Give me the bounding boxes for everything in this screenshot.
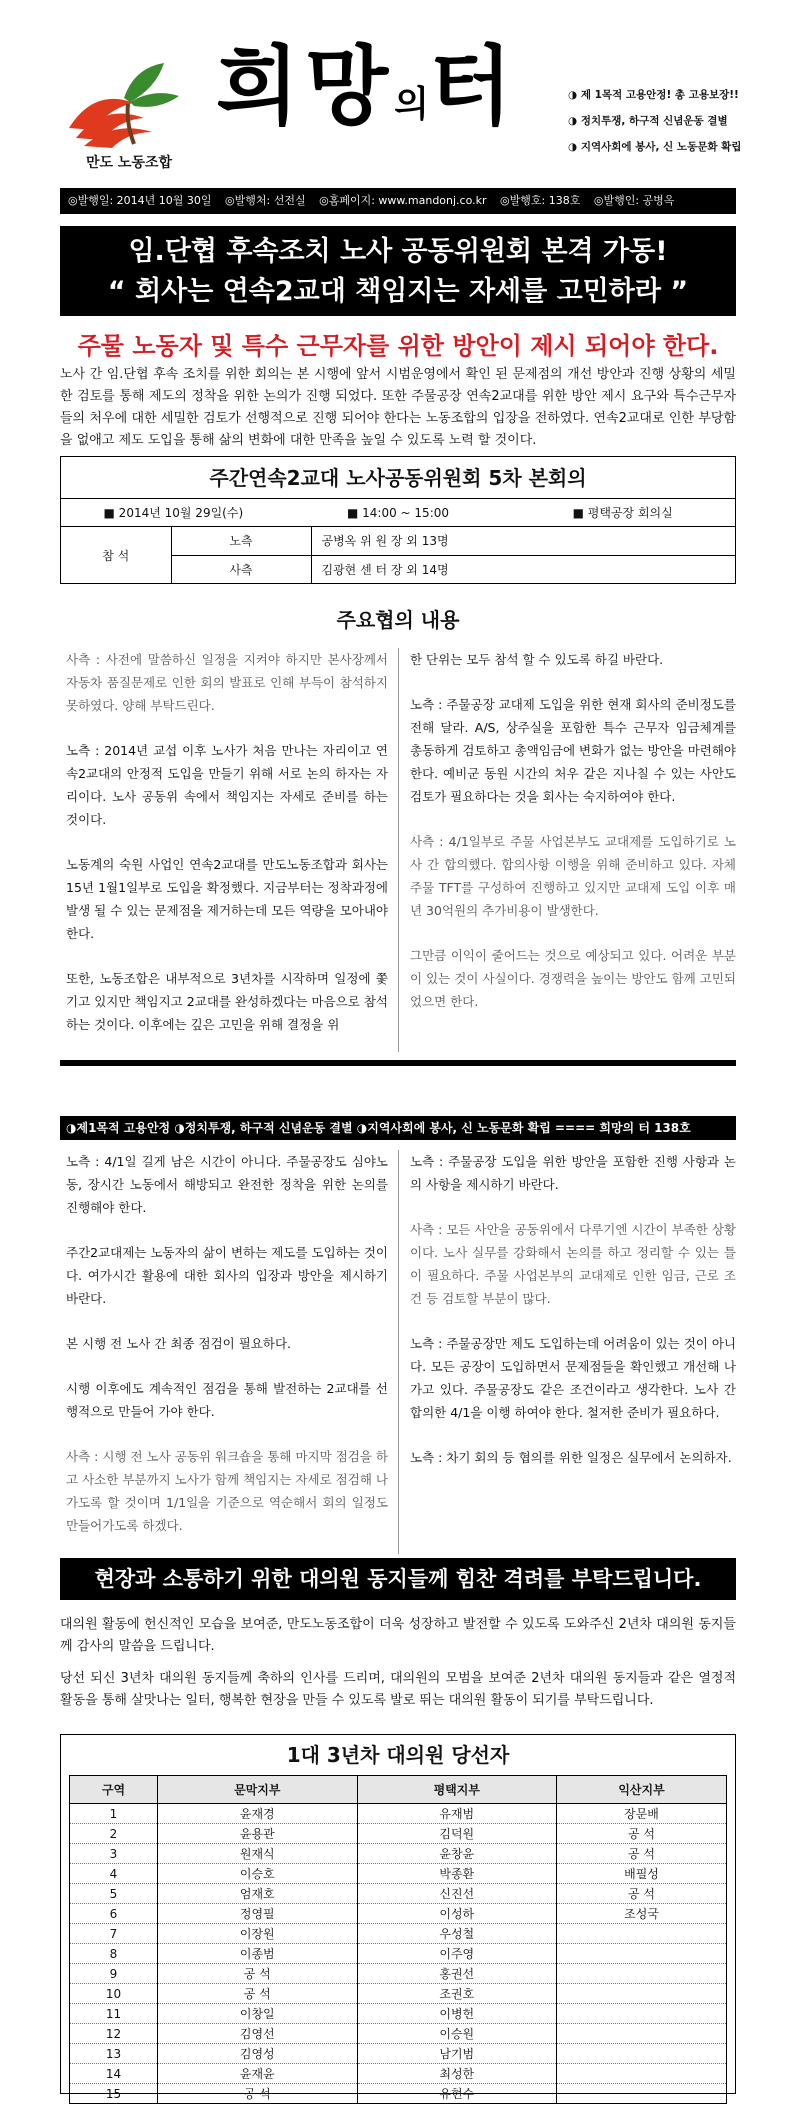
meeting-info-table bbox=[60, 456, 736, 584]
table-row bbox=[70, 2004, 727, 2024]
discussion-paragraph: 사측 : 4/1일부로 주물 사업본부도 교대제를 도입하기로 노사 간 합의했다. 합의사항 이행을 위해 준비하고 있다. 자체 주물 TFT를 구성하여 진행하고 있지만 교대제 도입 이후 매년 30억원의 추가비용이 발생한다. bbox=[410, 834, 736, 918]
union-logo bbox=[64, 58, 184, 148]
table-cell: 2 bbox=[70, 1824, 158, 1844]
table-row bbox=[70, 1804, 727, 1824]
table-row bbox=[70, 1864, 727, 1884]
newsletter-title bbox=[216, 36, 519, 137]
table-cell: 14 bbox=[70, 2064, 158, 2084]
discussion-paragraph: 또한, 노동조합은 내부적으로 3년차를 시작하며 일정에 쫓기고 있지만 책임지고 2교대를 완성하겠다는 마음으로 참석하는 것이다. 이후에는 깊은 고민을 위해 결정을 위 bbox=[66, 971, 388, 1032]
table-cell: 우성철 bbox=[357, 1924, 557, 1944]
meeting-place: ■ 평택공장 회의실 bbox=[572, 506, 673, 520]
table-cell: 1 bbox=[70, 1804, 158, 1824]
table-cell: 이창일 bbox=[158, 2004, 358, 2024]
discussion-paragraph: 사측 : 사전에 말씀하신 일정을 지켜야 하지만 본사장께서 자동차 품질문제로 인한 회의 발표로 인해 부득이 참석하지 못하였다. 양해 부탁드린다. bbox=[66, 652, 388, 713]
table-cell: 장문배 bbox=[557, 1804, 727, 1824]
column-header-iksan: 익산지부 bbox=[557, 1776, 727, 1804]
column-header-zone: 구역 bbox=[70, 1776, 158, 1804]
management-attendees: 김광현 센 터 장 외 14명 bbox=[311, 555, 735, 583]
table-cell: 남기범 bbox=[357, 2044, 557, 2064]
table-cell bbox=[557, 1924, 727, 1944]
table-cell: 5 bbox=[70, 1884, 158, 1904]
table-cell: 공 석 bbox=[158, 2084, 358, 2104]
publication-info-bar bbox=[60, 188, 736, 214]
table-cell: 10 bbox=[70, 1984, 158, 2004]
table-cell: 9 bbox=[70, 1964, 158, 1984]
column-header-munmak: 문막지부 bbox=[158, 1776, 358, 1804]
table-cell: 박종환 bbox=[357, 1864, 557, 1884]
table-cell: 이주영 bbox=[357, 1944, 557, 1964]
table-cell: 윤재윤 bbox=[158, 2064, 358, 2084]
table-cell: 윤재경 bbox=[158, 1804, 358, 1824]
table-row bbox=[70, 1884, 727, 1904]
congrats-paragraph-2: 당선 되신 3년차 대의원 동지들께 축하의 인사를 드리며, 대의원의 모범을 보여준 2년차 대의원 동지들과 같은 열정적 활동을 통해 살맛나는 일터, 행복한 현장을 만들 수 있도록 발로 뛰는 대의원 활동이 되기를 부탁드립니다. bbox=[60, 1671, 736, 1708]
discussion-paragraph: 한 단위는 모두 참석 할 수 있도록 하길 바란다. bbox=[410, 652, 664, 667]
table-cell: 윤용관 bbox=[158, 1824, 358, 1844]
labor-attendees: 공병옥 위 원 장 외 13명 bbox=[321, 534, 449, 549]
table-cell: 이성하 bbox=[357, 1904, 557, 1924]
slogan-item: ◑ 정치투쟁, 하구적 신념운동 결별 bbox=[568, 108, 778, 134]
headline-line-1: 임.단협 후속조치 노사 공동위원회 본격 가동! bbox=[128, 236, 668, 267]
publisher-name: ◎발행인: 공병옥 bbox=[593, 194, 675, 207]
management-label: 사측 bbox=[171, 555, 311, 583]
table-cell: 배필성 bbox=[557, 1864, 727, 1884]
discussion-column-right-2 bbox=[410, 1150, 736, 1491]
slogan-list bbox=[568, 82, 778, 160]
attendance-label: 참 석 bbox=[61, 527, 171, 583]
table-cell: 공 석 bbox=[557, 1884, 727, 1904]
table-cell: 원재식 bbox=[158, 1844, 358, 1864]
congrats-paragraph-1: 대의원 활동에 헌신적인 모습을 보여준, 만도노동조합이 더욱 성장하고 발전할 수 있도록 도와주신 2년차 대의원 동지들께 감사의 말씀을 드립니다. bbox=[60, 1617, 736, 1654]
homepage-link[interactable]: ◎홈페이지: www.mandonj.co.kr bbox=[319, 194, 487, 207]
table-cell: 유재범 bbox=[357, 1804, 557, 1824]
discussion-paragraph: 사측 : 시행 전 노사 공동위 워크숍을 통해 마지막 점검을 하고 사소한 부분까지 노사가 함께 책임지는 자세로 점검해 나가도록 할 것이며 1/1일을 기준으로 역순해서 회의 일정도 만들어가도록 하겠다. bbox=[66, 1449, 388, 1533]
table-cell bbox=[557, 2024, 727, 2044]
discussion-column-left bbox=[66, 648, 388, 1058]
discussion-paragraph: 노측 : 주물공장 도입을 위한 방안을 포함한 진행 사항과 논의 사항을 제시하기 바란다. bbox=[410, 1154, 736, 1192]
discussion-paragraph: 노측 : 차기 회의 등 협의를 위한 일정은 실무에서 논의하자. bbox=[410, 1450, 732, 1465]
discussion-paragraph: 그만큼 이익이 줄어드는 것으로 예상되고 있다. 어려운 부분이 있는 것이 사실이다. 경쟁력을 높이는 방안도 함께 고민되었으면 한다. bbox=[410, 948, 736, 1009]
table-cell: 이병헌 bbox=[357, 2004, 557, 2024]
table-cell: 공 석 bbox=[158, 1964, 358, 1984]
table-cell: 공 석 bbox=[557, 1824, 727, 1844]
meeting-schedule bbox=[61, 499, 735, 527]
title-part-1: 희망 bbox=[216, 36, 395, 137]
discussion-paragraph: 노측 : 4/1일 길게 남은 시간이 아니다. 주물공장도 심야노동, 장시간 노동에서 해방되고 완전한 정착을 위한 논의를 진행해야 한다. bbox=[66, 1154, 388, 1215]
attendance-table bbox=[61, 527, 735, 583]
discussion-paragraph: 시행 이후에도 계속적인 점검을 통해 발전하는 2교대를 선행적으로 만들어 가야 한다. bbox=[66, 1381, 388, 1419]
discussion-paragraph: 주간2교대제는 노동자의 삶이 변하는 제도를 도입하는 것이다. 여가시간 활용에 대한 회사의 입장과 방안을 제시하기 바란다. bbox=[66, 1245, 388, 1306]
table-row bbox=[70, 2064, 727, 2084]
intro-paragraph: 노사 간 임.단협 후속 조치를 위한 회의는 본 시행에 앞서 시범운영에서 확인 된 문제점의 개선 방안과 진행 상황의 세밀한 검토를 통해 제도의 정착을 위한 논의가 진행 되었다. 또한 주물공장 연속2교대를 위한 방안 제시 요구와 특수근무자들의 처우에 대한 세밀한 검토가 선행적으로 진행 되어야 한다는 노동조합의 입장을 전하였다. 연속2교대로 인한 부당함을 없애고 제도 도입을 통해 삶의 변화에 대한 만족을 높일 수 있도록 노력 할 것이다. bbox=[60, 367, 736, 448]
table-cell: 13 bbox=[70, 2044, 158, 2064]
table-cell: 4 bbox=[70, 1864, 158, 1884]
table-cell: 8 bbox=[70, 1944, 158, 1964]
table-cell bbox=[557, 1964, 727, 1984]
table-row bbox=[70, 1924, 727, 1944]
discussion-column-left-2 bbox=[66, 1150, 388, 1559]
table-cell: 윤창윤 bbox=[357, 1844, 557, 1864]
table-cell bbox=[557, 1944, 727, 1964]
table-cell: 이장원 bbox=[158, 1924, 358, 1944]
table-cell: 김덕원 bbox=[357, 1824, 557, 1844]
table-row bbox=[70, 1984, 727, 2004]
page-runner-header: ◑제1목적 고용안정 ◑정치투쟁, 하구적 신념운동 결별 ◑지역사회에 봉사, 신 노동문화 확립 ==== 희망의 터 138호 bbox=[60, 1116, 736, 1140]
labor-label: 노측 bbox=[171, 527, 311, 555]
table-cell bbox=[557, 1984, 727, 2004]
table-cell: 홍권선 bbox=[357, 1964, 557, 1984]
table-cell: 정영필 bbox=[158, 1904, 358, 1924]
table-cell: 11 bbox=[70, 2004, 158, 2024]
slogan-item: ◑ 제 1목적 고용안정! 총 고용보장!! bbox=[568, 82, 778, 108]
meeting-title: 주간연속2교대 노사공동위원회 5차 본회의 bbox=[61, 457, 735, 499]
table-cell: 15 bbox=[70, 2084, 158, 2104]
table-cell: 7 bbox=[70, 1924, 158, 1944]
table-cell bbox=[557, 2044, 727, 2064]
slogan-item: ◑ 지역사회에 봉사, 신 노동문화 확립 bbox=[568, 134, 778, 160]
table-row bbox=[70, 1824, 727, 1844]
delegates-banner: 현장과 소통하기 위한 대의원 동지들께 힘찬 격려를 부탁드립니다. bbox=[60, 1558, 736, 1600]
table-cell bbox=[557, 2064, 727, 2084]
table-header-row bbox=[70, 1776, 727, 1804]
title-particle: 의 bbox=[394, 83, 429, 125]
discussion-paragraph: 노측 : 주물공장만 제도 도입하는데 어려움이 있는 것이 아니다. 모든 공장이 도입하면서 문제점들을 확인했고 개선해 나가고 있다. 주물공장도 같은 조건이라고 생각한다. 노사 간 합의한 4/1을 이행 하여야 한다. 철저한 준비가 필요하다. bbox=[410, 1336, 736, 1420]
discussion-column-right bbox=[410, 648, 736, 1035]
table-cell: 김영선 bbox=[158, 2024, 358, 2044]
table-cell: 3 bbox=[70, 1844, 158, 1864]
delegates-table-box bbox=[60, 1734, 736, 2101]
table-row bbox=[70, 1904, 727, 1924]
delegates-table bbox=[69, 1775, 727, 2104]
issue-date: ◎발행일: 2014년 10월 30일 bbox=[68, 194, 212, 207]
discussion-paragraph: 노동계의 숙원 사업인 연속2교대를 만도노동조합과 회사는 15년 1월1일부로 도입을 확정했다. 지금부터는 정착과정에 발생 될 수 있는 문제점을 제거하는데 모든 역량을 모아내야 한다. bbox=[66, 857, 388, 941]
subheadline: 주물 노동자 및 특수 근무자를 위한 방안이 제시 되어야 한다. bbox=[77, 332, 719, 360]
delegates-table-title: 1대 3년차 대의원 당선자 bbox=[286, 1743, 510, 1767]
table-cell: 최성한 bbox=[357, 2064, 557, 2084]
column-header-pyeongtaek: 평택지부 bbox=[357, 1776, 557, 1804]
delegates-table-body bbox=[70, 1804, 727, 2104]
table-cell: 김영성 bbox=[158, 2044, 358, 2064]
table-cell: 조권호 bbox=[357, 1984, 557, 2004]
table-row bbox=[70, 1944, 727, 1964]
table-row bbox=[70, 2024, 727, 2044]
column-divider bbox=[398, 648, 399, 1052]
table-cell bbox=[557, 2004, 727, 2024]
table-cell: 12 bbox=[70, 2024, 158, 2044]
table-cell: 조성국 bbox=[557, 1904, 727, 1924]
column-divider bbox=[398, 1150, 399, 1554]
publisher-org: ◎발행처: 선전실 bbox=[225, 194, 306, 207]
page-separator bbox=[60, 1060, 736, 1066]
discussion-paragraph: 노측 : 2014년 교섭 이후 노사가 처음 만나는 자리이고 연속2교대의 안정적 도입을 만들기 위해 서로 논의 하자는 자리이다. 노사 공동위 속에서 책임지는 자세로 준비를 하는 것이다. bbox=[66, 743, 388, 827]
main-topics-title: 주요협의 내용 bbox=[336, 608, 460, 632]
table-row bbox=[70, 1844, 727, 1864]
issue-number: ◎발행호: 138호 bbox=[500, 194, 581, 207]
table-cell: 이종범 bbox=[158, 1944, 358, 1964]
discussion-paragraph: 사측 : 모든 사안을 공동위에서 다루기엔 시간이 부족한 상황이다. 노사 실무를 강화해서 논의를 하고 정리할 수 있는 틀이 필요하다. 주물 사업본부의 교대제로 인한 임금, 근로 조건 등 검토할 부분이 많다. bbox=[410, 1222, 736, 1306]
table-cell: 이승호 bbox=[158, 1864, 358, 1884]
table-cell: 공 석 bbox=[158, 1984, 358, 2004]
table-row bbox=[70, 2044, 727, 2064]
headline-line-2: “ 회사는 연속2교대 책임지는 자세를 고민하라 ” bbox=[107, 276, 689, 307]
union-name: 만도 노동조합 bbox=[86, 155, 173, 171]
table-cell: 6 bbox=[70, 1904, 158, 1924]
table-cell: 엄재호 bbox=[158, 1884, 358, 1904]
table-cell bbox=[557, 2084, 727, 2104]
headline-box bbox=[60, 226, 736, 316]
table-cell: 공 석 bbox=[557, 1844, 727, 1864]
meeting-time: ■ 14:00 ~ 15:00 bbox=[347, 506, 449, 520]
table-row bbox=[70, 1964, 727, 1984]
table-cell: 이승원 bbox=[357, 2024, 557, 2044]
discussion-paragraph: 본 시행 전 노사 간 최종 점검이 필요하다. bbox=[66, 1336, 291, 1351]
title-part-2: 터 bbox=[428, 36, 519, 137]
discussion-paragraph: 노측 : 주물공장 교대제 도입을 위한 현재 회사의 준비정도를 전해 달라. A/S, 상주실을 포함한 특수 근무자 임금체계를 총동하게 검토하고 총액임금에 변화가 없는 방안을 마련해야 한다. 예비군 동원 시간의 처우 같은 지나칠 수 있는 사안도 검토가 필요하다는 것을 회사는 숙지하여야 한다. bbox=[410, 697, 736, 804]
table-row bbox=[70, 2084, 727, 2104]
meeting-date: ■ 2014년 10월 29일(수) bbox=[103, 506, 244, 520]
table-cell: 신진선 bbox=[357, 1884, 557, 1904]
table-cell: 유현수 bbox=[357, 2084, 557, 2104]
